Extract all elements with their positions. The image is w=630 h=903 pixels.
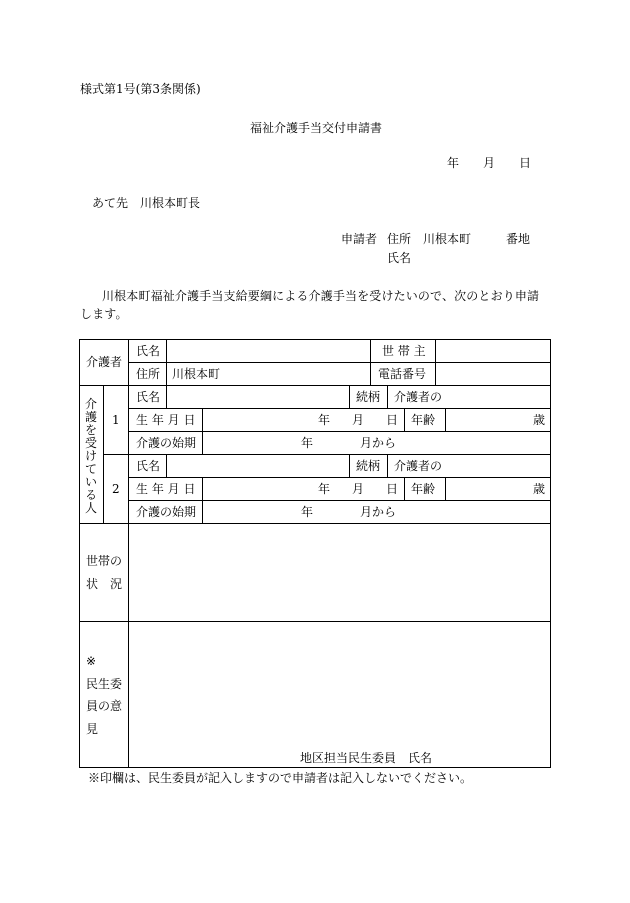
caregiver-section-label: 介護者 [86, 355, 123, 369]
recipient-1-age-label: 年齢 [411, 413, 436, 427]
intro-paragraph: 川根本町福祉介護手当支給要綱による介護手当を受けたいので、次のとおり申請します。 [80, 289, 540, 321]
recipient-1-care-start-month: 月から [360, 436, 397, 450]
form-title: 福祉介護手当交付申請書 [250, 121, 383, 135]
addressee: あて先 川根本町長 [92, 196, 201, 210]
date-day-label: 日 [519, 156, 532, 170]
commissioner-signature-label: 地区担当民生委員 氏名 [300, 751, 433, 765]
recipient-1-name-label: 氏名 [136, 390, 161, 404]
household-status-label-line2: 状 況 [86, 577, 123, 591]
recipient-2-dob-year: 年 [318, 482, 331, 496]
applicant-label: 申請者 [341, 232, 378, 246]
commissioner-label-line3: 見 [86, 722, 99, 736]
recipient-1-age-unit: 歳 [533, 413, 546, 427]
date-year-label: 年 [447, 156, 460, 170]
recipient-1-dob-month: 月 [352, 413, 365, 427]
recipient-2-age-unit: 歳 [533, 482, 546, 496]
care-recipients-section-label: 介護を受けている人 [84, 397, 97, 515]
recipient-2-number: 2 [112, 482, 120, 496]
footnote: ※印欄は、民生委員が記入しますので申請者は記入しないでください。 [88, 771, 473, 785]
recipient-2-care-start-month: 月から [360, 505, 397, 519]
caregiver-address-value: 川根本町 [172, 367, 221, 381]
recipient-1-dob-year: 年 [318, 413, 331, 427]
applicant-address-town: 川根本町 [423, 232, 472, 246]
applicant-name-label: 氏名 [387, 251, 412, 265]
date-month-label: 月 [483, 156, 496, 170]
household-status-label-line1: 世帯の [86, 554, 123, 568]
recipient-2-relation-suffix: 介護者の [394, 459, 443, 473]
recipient-1-number: 1 [112, 413, 120, 427]
household-head-label: 世 帯 主 [382, 344, 426, 358]
recipient-1-care-start-year: 年 [301, 436, 314, 450]
caregiver-name-label: 氏名 [136, 344, 161, 358]
recipient-1-relation-label: 続柄 [356, 390, 381, 404]
recipient-1-care-start-label: 介護の始期 [136, 436, 197, 450]
recipient-1-relation-suffix: 介護者の [394, 390, 443, 404]
applicant-banchi-label: 番地 [506, 232, 531, 246]
recipient-1-dob-day: 日 [386, 413, 399, 427]
form-number: 様式第1号(第3条関係) [80, 82, 201, 96]
recipient-2-dob-day: 日 [386, 482, 399, 496]
recipient-2-dob-label: 生 年 月 日 [136, 482, 196, 496]
commissioner-mark: ※ [86, 654, 97, 668]
recipient-1-dob-label: 生 年 月 日 [136, 413, 196, 427]
applicant-address-label: 住所 [387, 232, 412, 246]
recipient-2-care-start-year: 年 [301, 505, 314, 519]
recipient-2-name-label: 氏名 [136, 459, 161, 473]
recipient-2-age-label: 年齢 [411, 482, 436, 496]
caregiver-phone-label: 電話番号 [378, 367, 427, 381]
recipient-2-relation-label: 続柄 [356, 459, 381, 473]
commissioner-label-line1: 民生委 [86, 677, 123, 691]
recipient-2-care-start-label: 介護の始期 [136, 505, 197, 519]
commissioner-label-line2: 員の意 [86, 699, 123, 713]
caregiver-address-label: 住所 [136, 367, 161, 381]
recipient-2-dob-month: 月 [352, 482, 365, 496]
